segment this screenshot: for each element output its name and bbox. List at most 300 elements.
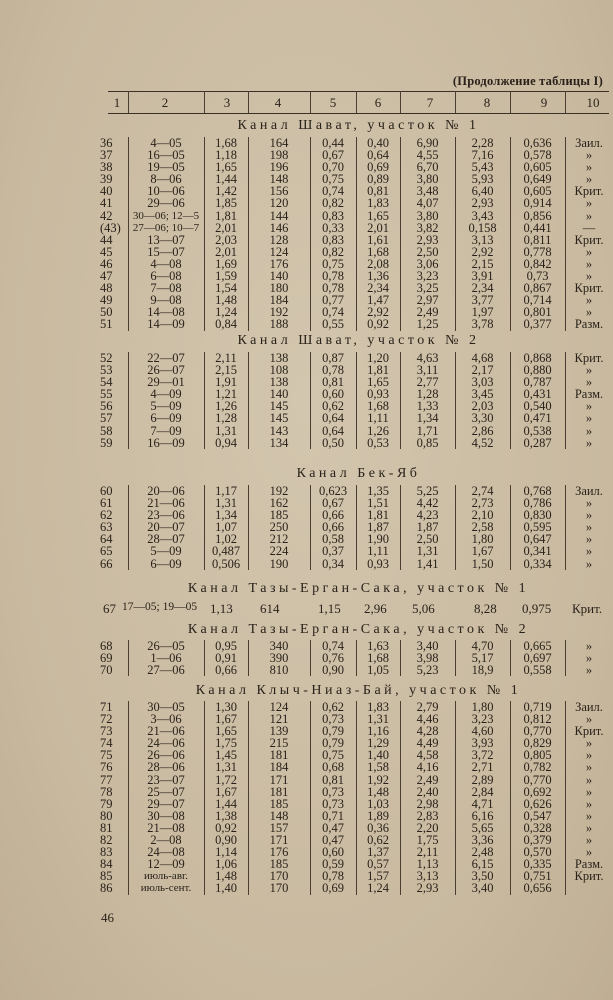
table-cell: » [585,639,593,653]
table-cell: 1,50 [471,556,494,571]
table-cell: 5,23 [416,663,439,678]
table-cell: 0,75 [322,748,344,763]
table-cell: 1,72 [215,772,237,787]
table-cell: 192 [269,305,289,320]
table-cell: 79 [100,796,113,811]
table-cell: 145 [269,399,289,414]
column-header-8: 8 [483,95,491,110]
table-cell: 1,85 [215,196,237,211]
column-divider [204,352,205,449]
table-cell: 1,63 [367,639,389,653]
table-cell: 0,95 [215,639,237,653]
table-cell: 0,787 [523,375,552,390]
table-cell: 1,83 [367,196,389,211]
table-cell: 171 [269,833,289,848]
table-cell: 1,06 [215,857,237,872]
table-cell: 157 [269,820,289,835]
column-divider [248,91,249,113]
table-cell: Крит. [574,232,604,247]
table-cell: 1,02 [215,532,237,547]
table-cell: 0,77 [322,293,344,308]
table-cell: » [585,532,593,547]
table-cell: 144 [269,208,289,223]
table-cell: 3,50 [471,869,494,884]
table-cell: 198 [269,148,289,163]
column-divider [510,91,511,113]
table-cell: 0,778 [523,244,552,259]
table-cell: (43) [100,220,121,235]
table-cell: 148 [269,808,289,823]
table-cell: 2,92 [471,244,494,259]
table-cell: » [585,820,593,835]
table-cell: 0,76 [322,651,344,666]
column-divider [400,640,401,676]
table-cell: 0,81 [322,375,344,390]
table-cell: 9—08 [150,293,182,308]
column-divider [565,352,566,449]
table-cell: 0,623 [318,484,348,498]
table-cell: 0,74 [322,305,344,320]
table-cell: 1,17 [215,484,237,498]
table-cell: 2,83 [416,808,439,823]
table-cell: 2,49 [416,305,439,320]
table-cell: 0,782 [523,760,552,775]
table-cell: 1,91 [215,375,237,390]
table-cell: 8,28 [474,601,497,616]
table-cell: 0,87 [322,351,344,365]
column-header-1: 1 [113,95,121,110]
column-divider [510,485,511,570]
table-continuation-label: (Продолжение таблицы I) [452,74,603,88]
table-cell: 1,67 [215,712,237,727]
table-cell: 1,65 [367,208,389,223]
column-divider [248,485,249,570]
column-divider [248,352,249,449]
table-cell: 80 [100,808,113,823]
table-cell: 2,08 [367,256,389,271]
table-cell: 185 [269,508,289,523]
table-cell: 52 [100,351,113,365]
table-cell: 2,58 [471,520,494,535]
table-cell: 36 [100,136,113,150]
table-cell: 184 [269,293,289,308]
table-cell: » [585,651,593,666]
table-cell: 2,10 [471,508,494,523]
table-cell: 0,53 [367,435,389,450]
column-divider [128,91,129,113]
table-cell: 0,55 [322,317,344,332]
table-cell: 0,62 [322,399,344,414]
column-divider [455,137,456,331]
table-cell: 27—06; 10—7 [132,221,200,234]
table-cell: 1,92 [367,772,389,787]
table-cell: 0,78 [322,281,344,296]
table-cell: 0,328 [523,820,552,835]
table-cell: 4—09 [150,387,182,402]
table-cell: » [585,244,593,259]
table-cell: » [585,399,593,414]
table-cell: 1,34 [416,411,439,426]
table-cell: » [585,172,593,187]
column-divider [310,91,311,113]
table-cell: 0,47 [322,833,344,848]
table-cell: 2—08 [150,833,182,848]
table-cell: 0,93 [367,556,389,571]
table-cell: 82 [100,833,113,848]
table-cell: 4,70 [471,639,494,653]
table-cell: 23—07 [147,772,185,787]
table-cell: 0,82 [322,244,344,259]
table-cell: 190 [269,556,289,571]
table-cell: 56 [100,399,113,414]
table-cell: 340 [269,639,289,653]
table-cell: 0,547 [523,808,552,823]
column-header-3: 3 [223,95,231,110]
table-cell: 2,03 [215,232,237,247]
table-cell: 1,87 [367,520,389,535]
table-cell: 3,80 [416,172,439,187]
table-cell: 6,15 [471,857,494,872]
table-cell: 1,61 [367,232,389,247]
table-cell: 140 [269,269,289,284]
table-cell: 0,880 [523,363,552,378]
table-cell: 0,79 [322,736,344,751]
table-cell: 0,73 [322,712,344,727]
table-cell: 85 [100,869,113,884]
table-cell: 145 [269,411,289,426]
table-cell: 2,50 [416,244,439,259]
table-cell: 3,11 [416,363,439,378]
table-cell: 180 [269,281,289,296]
table-cell: 0,73 [526,269,549,284]
table-cell: Крит. [572,601,603,616]
table-cell: 5—09 [150,399,182,414]
table-cell: 2,92 [367,305,389,320]
table-cell: 20—07 [147,520,185,535]
table-cell: 0,75 [322,172,344,187]
table-cell: 2,71 [471,760,494,775]
column-divider [356,91,357,113]
table-cell: 1,51 [367,496,389,511]
table-cell: 2,74 [471,484,494,498]
table-cell: 7—09 [150,423,182,438]
table-cell: 0,78 [322,363,344,378]
section-title: Канал Шават, участок № 2 [237,333,480,348]
column-header-9: 9 [540,95,548,110]
table-cell: 215 [269,736,289,751]
table-cell: 4,16 [416,760,439,775]
table-cell: 7—08 [150,281,182,296]
table-cell: 0,558 [523,663,552,678]
table-cell: 5,93 [471,172,494,187]
table-cell: 224 [269,544,289,559]
table-cell: 1,26 [367,423,389,438]
column-divider [128,137,129,331]
table-cell: 23—06 [147,508,185,523]
table-cell: Крит. [574,351,604,365]
table-cell: 390 [269,651,289,666]
table-cell: 2,01 [215,220,237,235]
table-cell: 0,719 [523,700,552,714]
table-cell: 0,94 [215,435,237,450]
table-cell: 0,68 [322,760,344,775]
table-cell: 48 [100,281,113,296]
table-cell: 5,17 [471,651,494,666]
table-cell: 1,31 [416,544,439,559]
page-number: 46 [101,910,114,925]
table-cell: 1,24 [367,881,389,896]
table-cell: 0,57 [367,857,389,872]
table-cell: 47 [100,269,113,284]
column-divider [310,352,311,449]
table-cell: 0,59 [322,857,344,872]
table-cell: 0,62 [322,700,344,714]
table-cell: 4,46 [416,712,439,727]
table-cell: 21—06 [147,724,185,739]
table-cell: 26—07 [147,363,185,378]
column-divider [510,640,511,676]
table-cell: » [585,411,593,426]
table-cell: 1,83 [367,700,389,714]
table-cell: 0,79 [322,724,344,739]
table-cell: 0,64 [367,148,389,163]
table-cell: 0,538 [523,423,552,438]
table-cell: 212 [269,532,289,547]
table-cell: 3,77 [471,293,494,308]
table-cell: 6—09 [150,556,182,571]
table-cell: 1,35 [367,484,389,498]
table-cell: 2,40 [416,784,439,799]
column-divider [565,485,566,570]
table-cell: 1,24 [215,305,237,320]
table-cell: 1,31 [215,760,237,775]
table-cell: 1,75 [215,736,237,751]
table-cell: 81 [100,820,113,835]
table-cell: 176 [269,256,289,271]
column-divider [356,137,357,331]
table-cell: 810 [269,663,289,678]
table-cell: 0,636 [523,136,552,150]
table-cell: 1,68 [367,399,389,414]
table-cell: 0,66 [215,663,237,678]
table-cell: 0,85 [416,435,439,450]
header-top-rule [108,91,609,92]
table-cell: 1,44 [215,796,237,811]
table-cell: 2,89 [471,772,494,787]
table-cell: 30—05 [147,700,185,714]
table-cell: 4,42 [416,496,439,511]
table-cell: 1,57 [367,869,389,884]
column-divider [565,91,566,113]
table-cell: 1,65 [367,375,389,390]
section-title: Канал Бек-Яб [296,466,421,481]
table-cell: 0,67 [322,148,344,163]
table-cell: 0,78 [322,869,344,884]
table-cell: 0,829 [523,736,552,751]
table-cell: » [585,784,593,799]
table-cell: 192 [269,484,289,498]
table-cell: 24—08 [147,845,185,860]
table-cell: 3,23 [416,269,439,284]
table-cell: 2,98 [416,796,439,811]
table-cell: 0,64 [322,411,344,426]
table-cell: 1,40 [215,881,237,896]
table-cell: 5,25 [416,484,439,498]
table-cell: июль-сент. [140,882,192,895]
table-cell: 139 [269,724,289,739]
table-cell: 1,47 [367,293,389,308]
table-cell: 1,48 [215,869,237,884]
table-cell: 176 [269,845,289,860]
table-cell: 38 [100,160,113,175]
table-cell: 3,40 [416,639,439,653]
table-cell: 1,31 [367,712,389,727]
table-cell: 4,60 [471,724,494,739]
table-cell: 1,41 [416,556,439,571]
table-cell: 14—09 [147,317,185,332]
table-cell: 2,49 [416,772,439,787]
table-cell: 6,40 [471,184,494,199]
table-cell: 134 [269,435,289,450]
table-cell: 77 [100,772,113,787]
table-cell: 3,98 [416,651,439,666]
table-cell: 1,13 [416,857,439,872]
column-divider [356,640,357,676]
table-cell: 2,86 [471,423,494,438]
table-cell: 2,20 [416,820,439,835]
table-cell: 0,81 [367,184,389,199]
table-cell: Разм. [574,857,604,872]
table-cell: 0,441 [523,220,552,235]
table-cell: 1,44 [215,172,237,187]
table-cell: 162 [269,496,289,511]
table-cell: 1,80 [471,700,494,714]
column-divider [310,640,311,676]
table-cell: 40 [100,184,113,199]
table-cell: 0,67 [322,496,344,511]
table-cell: 1,58 [367,760,389,775]
table-cell: » [585,808,593,823]
table-cell: 3,40 [471,881,494,896]
column-divider [565,137,566,331]
table-cell: 2,50 [416,532,439,547]
table-cell: 0,856 [523,208,552,223]
table-cell: 0,74 [322,639,344,653]
table-cell: 1,69 [215,256,237,271]
column-divider [510,701,511,895]
table-cell: » [585,772,593,787]
table-cell: 1,40 [367,748,389,763]
table-cell: 69 [100,651,113,666]
table-cell: 4,71 [471,796,494,811]
table-cell: 3,25 [416,281,439,296]
table-cell: 1,14 [215,845,237,860]
column-divider [356,701,357,895]
table-cell: 16—05 [147,148,185,163]
table-cell: 2,11 [215,351,237,365]
table-cell: 0,770 [523,724,552,739]
table-cell: 4,23 [416,508,439,523]
table-cell: 0,92 [367,317,389,332]
table-cell: 196 [269,160,289,175]
table-cell: 0,62 [367,833,389,848]
table-cell: 1,68 [215,136,237,150]
table-cell: 3,36 [471,833,494,848]
table-cell: 50 [100,305,113,320]
table-cell: 19—05 [147,160,185,175]
table-cell: 3,03 [471,375,494,390]
table-cell: 0,770 [523,772,552,787]
table-cell: 0,69 [322,881,344,896]
column-divider [310,701,311,895]
table-cell: 181 [269,748,289,763]
table-cell: 20—06 [147,484,185,498]
table-cell: 59 [100,435,113,450]
column-divider [310,485,311,570]
column-divider [204,485,205,570]
table-cell: 0,914 [523,196,552,211]
table-cell: 0,78 [322,269,344,284]
table-cell: 0,867 [523,281,552,296]
column-divider [356,485,357,570]
table-cell: 1,65 [215,724,237,739]
table-cell: 30—08 [147,808,185,823]
table-cell: 0,33 [322,220,344,235]
table-cell: 3,91 [471,269,494,284]
table-cell: 0,40 [367,136,389,150]
table-cell: 6—08 [150,269,182,284]
table-cell: 1,20 [367,351,389,365]
table-cell: 250 [269,520,289,535]
section-title: Канал Клыч-Ниаз-Бай, участок № 1 [195,683,522,698]
table-cell: 1,31 [215,423,237,438]
section-title: Канал Шават, участок № 1 [237,118,480,133]
table-cell: 22—07 [147,351,185,365]
table-cell: 0,66 [322,520,344,535]
table-cell: 1,97 [471,305,494,320]
table-cell: 3,82 [416,220,439,235]
table-cell: » [585,712,593,727]
table-cell: 0,506 [211,556,241,571]
table-cell: 2,34 [367,281,389,296]
column-divider [565,640,566,676]
section-title: Канал Тазы-Ерган-Сака, участок № 1 [187,581,530,596]
table-cell: 8—06 [150,172,182,187]
column-divider [310,137,311,331]
table-cell: 1,03 [367,796,389,811]
table-cell: 146 [269,220,289,235]
table-cell: » [585,148,593,163]
table-cell: » [585,293,593,308]
table-cell: 0,578 [523,148,552,163]
table-cell: 0,431 [523,387,552,402]
table-cell: Разм. [574,317,604,332]
table-cell: 6,90 [416,136,439,150]
table-cell: 0,540 [523,399,552,414]
table-cell: 65 [100,544,113,559]
table-cell: 0,58 [322,532,344,547]
table-cell: 2,15 [471,256,494,271]
table-cell: 0,50 [322,435,344,450]
table-cell: 0,71 [322,808,344,823]
table-cell: 63 [100,520,113,535]
table-cell: » [585,796,593,811]
table-cell: 3,93 [471,736,494,751]
column-divider [400,485,401,570]
table-cell: 0,842 [523,256,552,271]
table-cell: 2,96 [364,601,387,616]
table-cell: 71 [100,700,113,714]
